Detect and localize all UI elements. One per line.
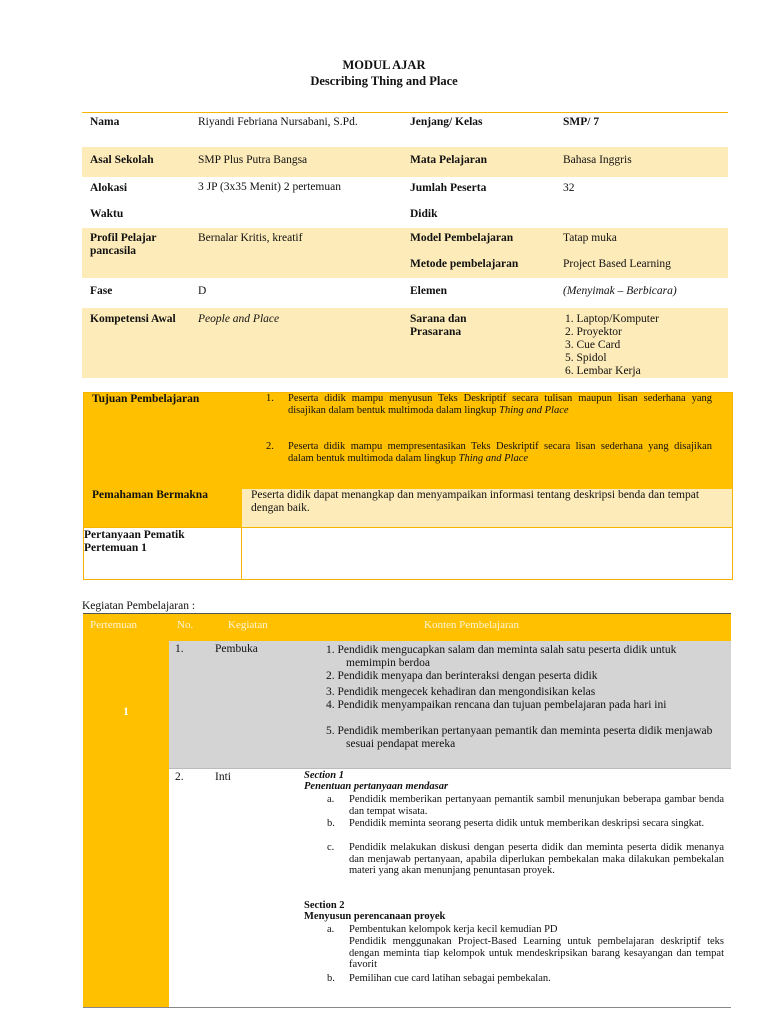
document-subtitle: Describing Thing and Place bbox=[310, 74, 458, 88]
nama-value: Riyandi Febriana Nursabani, S.Pd. bbox=[198, 116, 358, 128]
col-divider bbox=[241, 527, 242, 579]
tujuan-item-num: 2. bbox=[266, 441, 274, 452]
row-divider bbox=[84, 527, 732, 528]
section2-item-a-detail: Pendidik menggunakan Project-Based Learning untuk pembelajaran deskriptif teks dengan meminta tiap kelompok untuk mendeskripsikan barang kesayangan dan tempat favorit bbox=[349, 936, 724, 970]
sarana-item: 5. Spidol bbox=[565, 352, 607, 364]
jenjang-label: Jenjang/ Kelas bbox=[410, 116, 483, 128]
fase-label: Fase bbox=[90, 285, 113, 297]
sarana-item: 2. Proyektor bbox=[565, 326, 622, 338]
section1-letter: b. bbox=[327, 818, 335, 829]
sarana-item: 6. Lembar Kerja bbox=[565, 365, 641, 377]
row1-kegiatan: Pembuka bbox=[215, 643, 258, 655]
kompetensi-label: Kompetensi Awal bbox=[90, 313, 176, 325]
alokasi-label-2: Waktu bbox=[90, 208, 124, 220]
pembuka-item-3: 3. Pendidik mengecek kehadiran dan mengondisikan kelas bbox=[326, 686, 596, 698]
tujuan-label: Tujuan Pembelajaran bbox=[92, 393, 200, 405]
asal-label: Asal Sekolah bbox=[90, 154, 154, 166]
alokasi-label-1: Alokasi bbox=[90, 182, 128, 194]
jumlah-label-2: Didik bbox=[410, 208, 438, 220]
fase-value: D bbox=[198, 285, 207, 297]
profil-value: Bernalar Kritis, kreatif bbox=[198, 232, 303, 244]
mapel-label: Mata Pelajaran bbox=[410, 154, 487, 166]
model-label: Model Pembelajaran bbox=[410, 232, 514, 244]
mapel-value: Bahasa Inggris bbox=[563, 154, 632, 166]
row2-kegiatan: Inti bbox=[215, 771, 231, 783]
section2-sub: Menyusun perencanaan proyek bbox=[304, 911, 446, 922]
tujuan-item-2: Peserta didik mampu mempresentasikan Teks Deskriptif secara lisan sederhana yang disajikan dalam bentuk multimoda dalam lingkup Thing and Place bbox=[288, 441, 712, 464]
table-rule bbox=[82, 112, 728, 113]
header-no: No. bbox=[177, 619, 194, 631]
sarana-item: 3. Cue Card bbox=[565, 339, 621, 351]
section2-letter: a. bbox=[327, 924, 335, 935]
alokasi-value: 3 JP (3x35 Menit) 2 pertemuan bbox=[198, 181, 341, 193]
section1-item-a: Pendidik memberikan pertanyaan pemantik sambil menunjukan beberapa gambar benda dan tempat wisata. bbox=[349, 794, 724, 817]
row1-no: 1. bbox=[175, 643, 184, 655]
profil-label: Profil Pelajar pancasila bbox=[90, 232, 157, 257]
tujuan-item-num: 1. bbox=[266, 393, 274, 404]
kompetensi-value: People and Place bbox=[198, 313, 280, 325]
section1-letter: c. bbox=[327, 842, 335, 853]
pembuka-item-5: 5. Pendidik memberikan pertanyaan pemantik dan meminta peserta didik menjawab sesuai pendapat mereka bbox=[326, 725, 713, 750]
pertanyaan-label: Pertanyaan Pematik Pertemuan 1 bbox=[84, 529, 185, 554]
header-konten: Konten Pembelajaran bbox=[424, 619, 519, 631]
document-title: MODUL AJAR bbox=[342, 58, 426, 72]
section2-item-a: Pembentukan kelompok kerja kecil kemudian PD bbox=[349, 924, 558, 935]
section2-title: Section 2 bbox=[304, 900, 345, 911]
asal-value: SMP Plus Putra Bangsa bbox=[198, 154, 308, 166]
pembuka-item-2: 2. Pendidik menyapa dan berinteraksi dengan peserta didik bbox=[326, 670, 598, 682]
table-bottom-rule bbox=[83, 1007, 731, 1008]
header-kegiatan: Kegiatan bbox=[228, 619, 268, 631]
row-divider bbox=[169, 768, 731, 769]
pembuka-item-4: 4. Pendidik menyampaikan rencana dan tujuan pembelajaran pada hari ini bbox=[326, 699, 667, 711]
sarana-label: Sarana dan Prasarana bbox=[410, 313, 467, 338]
pemahaman-label: Pemahaman Bermakna bbox=[92, 489, 208, 501]
section1-title: Section 1 bbox=[304, 770, 344, 781]
section1-sub: Penentuan pertanyaan mendasar bbox=[304, 781, 449, 792]
pertemuan-value: 1 bbox=[123, 706, 129, 718]
kegiatan-caption: Kegiatan Pembelajaran : bbox=[82, 600, 196, 612]
sarana-item: 1. Laptop/Komputer bbox=[565, 313, 659, 325]
header-pertemuan: Pertemuan bbox=[90, 619, 138, 631]
table-top-rule bbox=[83, 613, 731, 614]
section2-letter: b. bbox=[327, 973, 335, 984]
metode-label: Metode pembelajaran bbox=[410, 258, 519, 270]
jumlah-label-1: Jumlah Peserta bbox=[410, 182, 487, 194]
pembuka-item-1: 1. Pendidik mengucapkan salam dan meminta salah satu peserta didik untuk memimpin berdoa bbox=[326, 644, 677, 669]
section1-item-b: Pendidik meminta seorang peserta didik untuk memberikan deskripsi secara singkat. bbox=[349, 818, 705, 829]
metode-value: Project Based Learning bbox=[563, 258, 671, 270]
section2-item-b: Pemilihan cue card latihan sebagai pembekalan. bbox=[349, 973, 551, 984]
pertemuan-cell bbox=[83, 641, 169, 1007]
jenjang-value: SMP/ 7 bbox=[563, 116, 600, 128]
elemen-label: Elemen bbox=[410, 285, 448, 297]
pemahaman-value: Peserta didik dapat menangkap dan menyampaikan informasi tentang deskripsi benda dan tempat dengan baik. bbox=[251, 489, 700, 514]
nama-label: Nama bbox=[90, 116, 120, 128]
section1-item-c: Pendidik melakukan diskusi dengan peserta didik dan meminta peserta didik menanya dan menjawab pertanyaan, apabila diperlukan pembekalan maka dilakukan pembekalan materi yang akan menunjang penuntasan proyek. bbox=[349, 842, 724, 876]
tujuan-item-1: Peserta didik mampu menyusun Teks Deskriptif secara tulisan maupun lisan sederhana yang disajikan dalam bentuk multimoda dalam lingkup Thing and Place bbox=[288, 393, 712, 416]
row2-no: 2. bbox=[175, 771, 184, 783]
section1-letter: a. bbox=[327, 794, 335, 805]
elemen-value: (Menyimak – Berbicara) bbox=[563, 285, 677, 297]
model-value: Tatap muka bbox=[563, 232, 617, 244]
sarana-list bbox=[565, 313, 659, 378]
jumlah-value: 32 bbox=[563, 182, 575, 194]
